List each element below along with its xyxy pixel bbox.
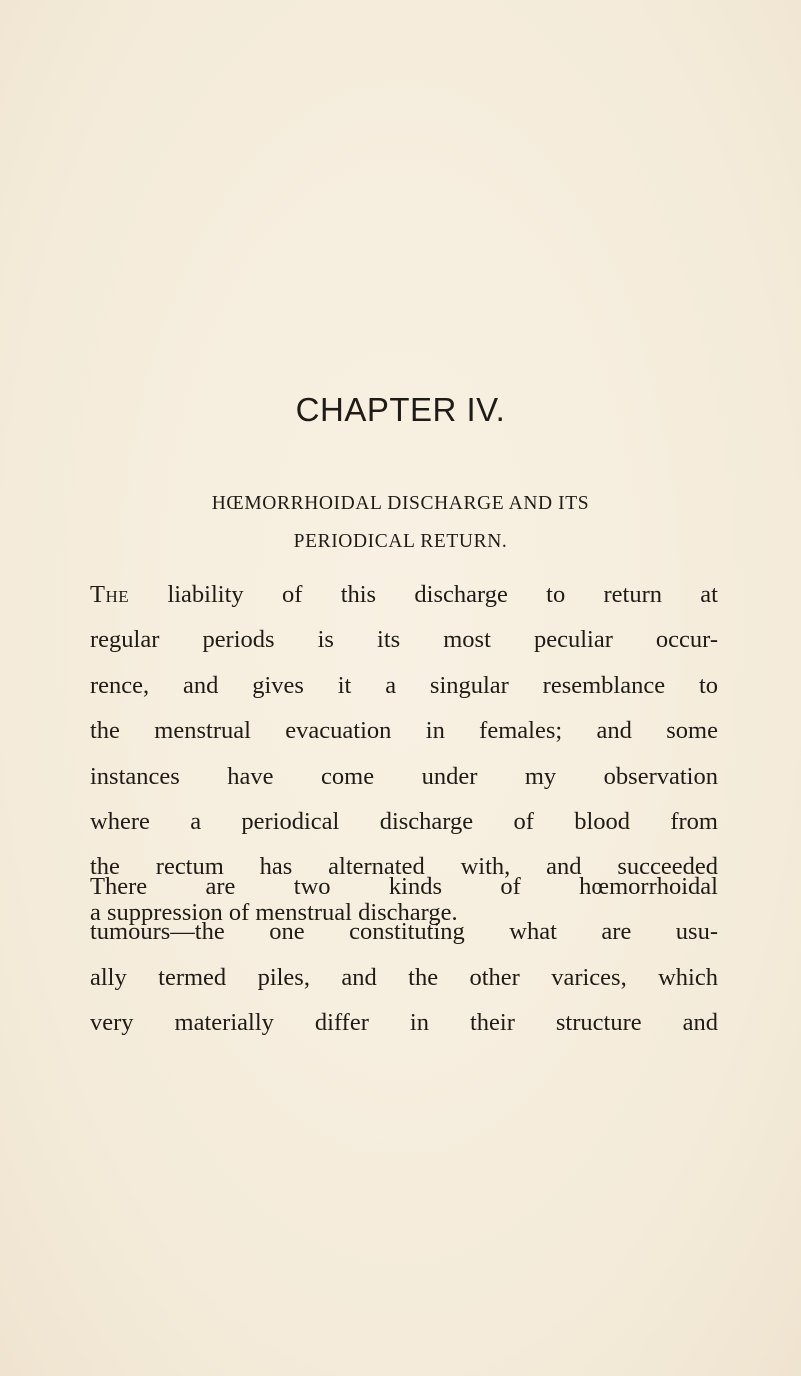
chapter-heading: CHAPTER IV.: [295, 391, 506, 428]
paragraph-2-line-4: very materially differ in their structure and: [90, 1009, 718, 1037]
paragraph-2-line-2: tumours—the one constituting what are usu-: [90, 918, 718, 946]
section-title: [0, 485, 801, 561]
paragraph-2-line-1: There are two kinds of hœmorrhoidal: [90, 873, 718, 900]
paragraph-1-line-3: rence, and gives it a singular resemblance to: [90, 671, 718, 699]
paragraph-2: [90, 864, 718, 1046]
paragraph-1-line-7: the rectum has alternated with, and succeeded: [90, 853, 718, 881]
paragraph-2-line-3: ally termed piles, and the other varices, which: [90, 963, 718, 991]
paragraph-1-line-6: where a periodical discharge of blood from: [90, 807, 718, 835]
paragraph-1-line-4: the menstrual evacuation in females; and some: [90, 717, 718, 745]
paragraph-1-line-2: regular periods is its most peculiar occur-: [90, 626, 718, 654]
section-title-line-1: HŒMORRHOIDAL DISCHARGE AND ITS: [211, 493, 590, 514]
paragraph-1-line-1: [90, 572, 718, 617]
paragraph-1-line-1-text: liability of this discharge to return at: [129, 581, 718, 608]
paragraph-1-line-5: instances have come under my observation: [90, 762, 718, 790]
paragraph-1-line-8: a suppression of menstrual discharge.: [90, 898, 458, 926]
paragraph-1-opening-word: The: [90, 581, 130, 608]
section-title-line-2: PERIODICAL RETURN.: [293, 531, 508, 552]
